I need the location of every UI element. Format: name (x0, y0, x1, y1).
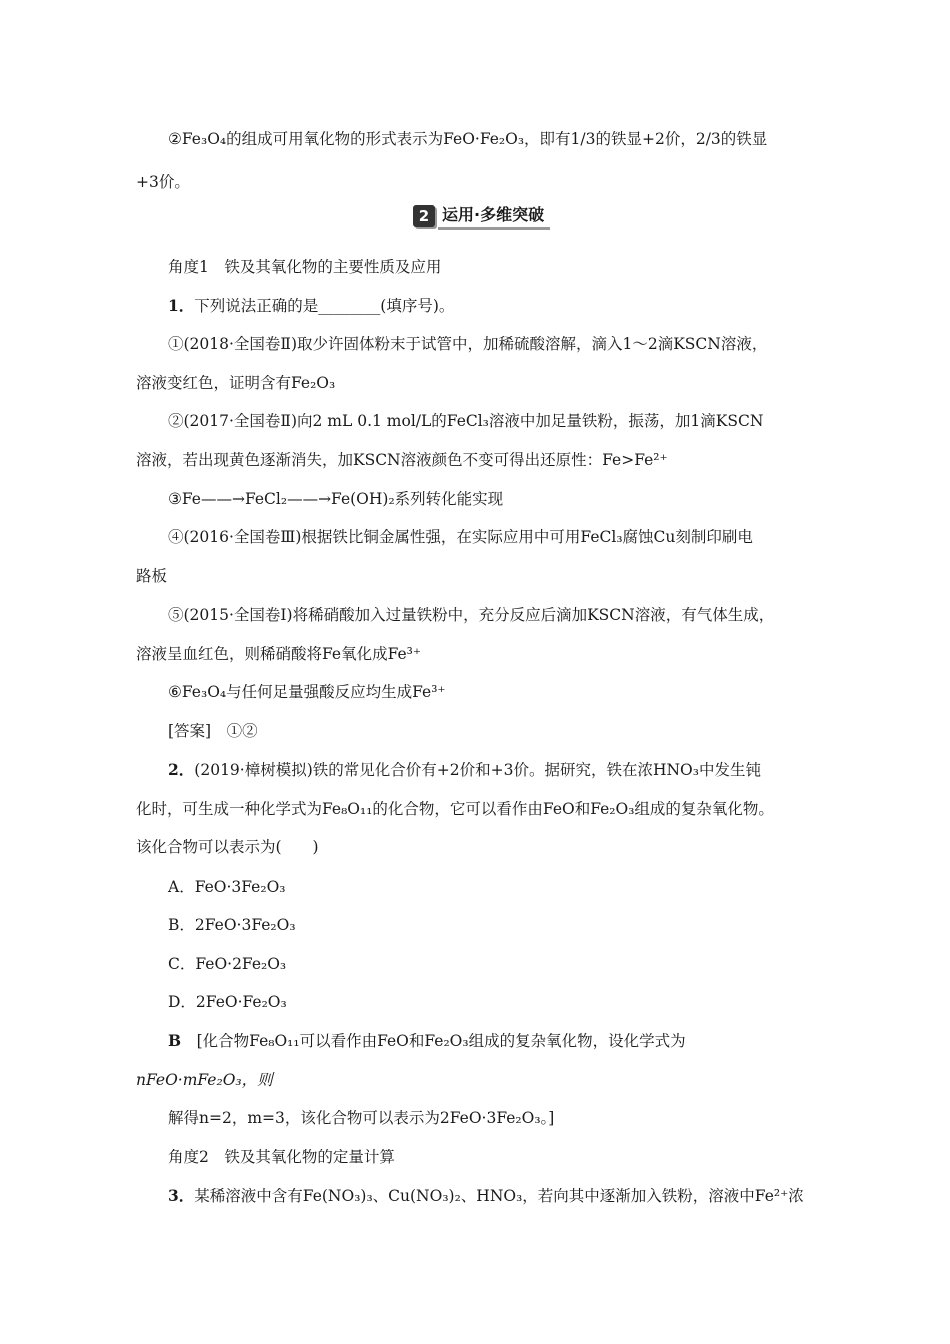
question-2-line1 (168, 759, 858, 781)
option-6: ⑥Fe₃O₄与任何足量强酸反应均生成Fe³⁺ (168, 683, 446, 701)
angle-2-heading: 角度2 铁及其氧化物的定量计算 (168, 1148, 395, 1166)
option-3: ③Fe——→FeCl₂——→Fe(OH)₂系列转化能实现 (168, 490, 504, 508)
answer-1: [答案] ①② (168, 722, 258, 740)
answer-2-letter: B (168, 1031, 182, 1050)
choice-d: D．2FeO·Fe₂O₃ (168, 993, 287, 1011)
choice-c: C．FeO·2Fe₂O₃ (168, 955, 287, 973)
option-2-line1: ②(2017·全国卷Ⅱ)向2 mL 0.1 mol/L的FeCl₃溶液中加足量铁粉，振荡，加1滴KSCN (168, 412, 764, 430)
section-title: 运用·多维突破 (438, 202, 550, 230)
angle-1-heading: 角度1 铁及其氧化物的主要性质及应用 (168, 258, 442, 276)
answer-2-explanation: [化合物Fe₈O₁₁可以看作由FeO和Fe₂O₃组成的复杂氧化物，设化学式为 (196, 1032, 686, 1050)
option-4-line1: ④(2016·全国卷Ⅲ)根据铁比铜金属性强，在实际应用中可用FeCl₃腐蚀Cu刻制印刷电 (168, 528, 753, 546)
paragraph-fe3o4-line1: ②Fe₃O₄的组成可用氧化物的形式表示为FeO·Fe₂O₃，即有1/3的铁显+2价，2/3的铁显 (168, 130, 768, 148)
option-1-line2: 溶液变红色，证明含有Fe₂O₃ (136, 374, 336, 392)
question-2-number: 2． (168, 760, 195, 779)
question-3-line1 (168, 1185, 858, 1207)
question-3-stem: 某稀溶液中含有Fe(NO₃)₃、Cu(NO₃)₂、HNO₃，若向其中逐渐加入铁粉，溶液中Fe²⁺浓 (194, 1187, 804, 1205)
section-banner (413, 203, 550, 229)
question-1-stem: 下列说法正确的是________(填序号)。 (194, 297, 455, 315)
option-4-line2: 路板 (136, 567, 168, 585)
question-2-stem: (2019·樟树模拟)铁的常见化合价有+2价和+3价。据研究，铁在浓HNO₃中发生钝 (194, 761, 761, 779)
answer-2-line2: nFeO·mFe₂O₃，则 (136, 1071, 273, 1089)
answer-2-line1 (168, 1030, 858, 1052)
question-3-number: 3． (168, 1186, 195, 1205)
answer-2-line3: 解得n=2，m=3，该化合物可以表示为2FeO·3Fe₂O₃。] (168, 1109, 555, 1127)
option-5-line2: 溶液呈血红色，则稀硝酸将Fe氧化成Fe³⁺ (136, 645, 422, 663)
question-1-number: 1． (168, 296, 195, 315)
question-2-line2: 化时，可生成一种化学式为Fe₈O₁₁的化合物，它可以看作由FeO和Fe₂O₃组成的复杂氧化物。 (136, 800, 774, 818)
question-2-line3: 该化合物可以表示为( ) (136, 838, 319, 856)
section-number-badge: 2 (413, 205, 435, 227)
choice-a: A．FeO·3Fe₂O₃ (168, 878, 286, 896)
question-1 (168, 295, 858, 317)
option-1-line1: ①(2018·全国卷Ⅱ)取少许固体粉末于试管中，加稀硫酸溶解，滴入1～2滴KSCN溶液， (168, 335, 768, 353)
choice-b: B．2FeO·3Fe₂O₃ (168, 916, 296, 934)
option-5-line1: ⑤(2015·全国卷Ⅰ)将稀硝酸加入过量铁粉中，充分反应后滴加KSCN溶液，有气体生成， (168, 606, 775, 624)
paragraph-fe3o4-line2: +3价。 (136, 173, 190, 191)
option-2-line2: 溶液，若出现黄色逐渐消失，加KSCN溶液颜色不变可得出还原性：Fe>Fe²⁺ (136, 451, 668, 469)
